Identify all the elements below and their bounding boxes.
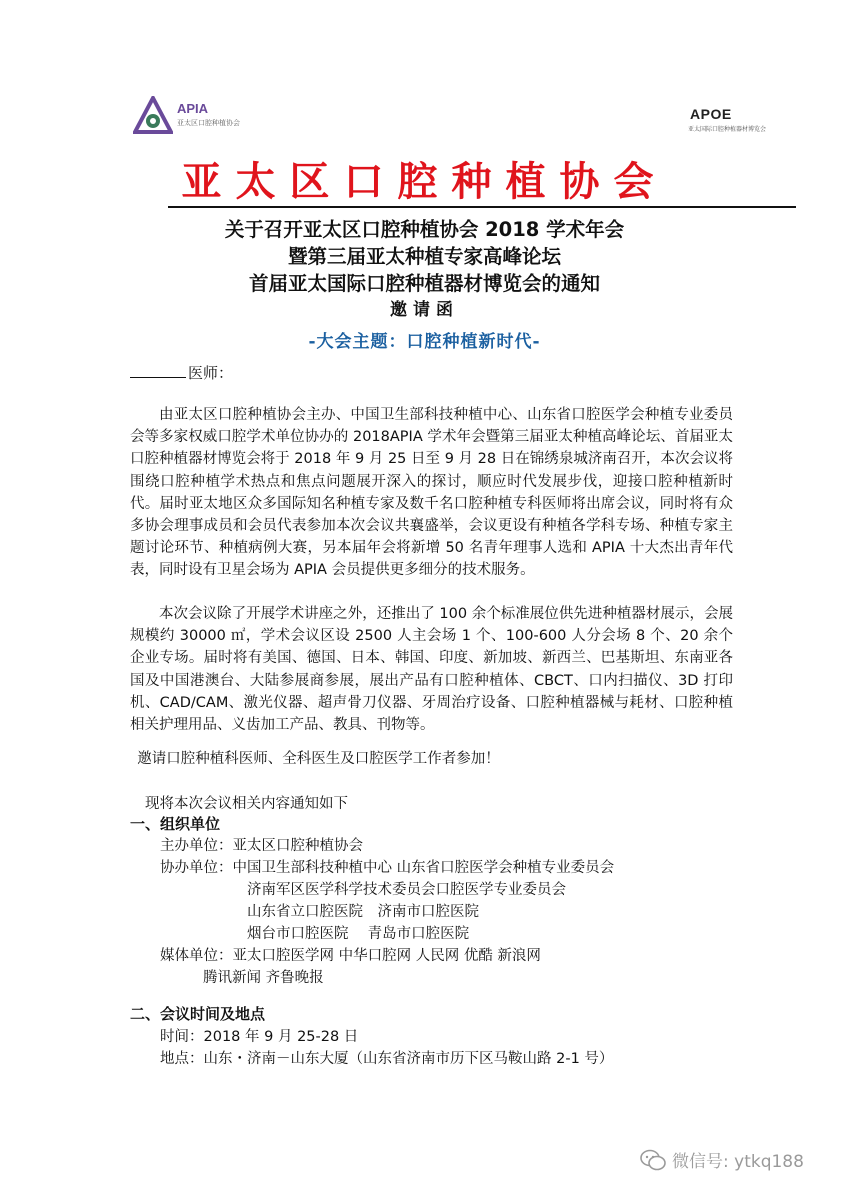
apoe-logo-name: APOE bbox=[690, 106, 732, 122]
host-unit: 主办单位：亚太区口腔种植协会 bbox=[160, 838, 363, 854]
name-blank-line bbox=[130, 365, 186, 378]
wechat-watermark bbox=[640, 1147, 804, 1172]
intro-line: 现将本次会议相关内容通知如下 bbox=[145, 796, 348, 812]
co-organizer-line-1: 协办单位：中国卫生部科技种植中心 山东省口腔医学会种植专业委员会 bbox=[160, 860, 615, 876]
watermark-text: 微信号: ytkq188 bbox=[672, 1152, 804, 1172]
apoe-logo bbox=[688, 104, 768, 144]
apoe-logo-subtitle: 亚太国际口腔种植器材博览会 bbox=[688, 126, 767, 133]
organization-title: 亚太区口腔种植协会 bbox=[181, 159, 668, 205]
media-line-1: 媒体单位：亚太口腔医学网 中华口腔网 人民网 优酷 新浪网 bbox=[160, 948, 541, 964]
apia-logo-subtitle: 亚太区口腔种植协会 bbox=[177, 119, 240, 127]
co-organizer-line-3: 山东省立口腔医院 济南市口腔医院 bbox=[247, 904, 479, 920]
co-organizer-line-2: 济南军区医学科学技术委员会口腔医学专业委员会 bbox=[247, 882, 566, 898]
body-paragraph-3: 邀请口腔种植科医师、全科医生及口腔医学工作者参加！ bbox=[137, 751, 500, 767]
wechat-icon bbox=[640, 1149, 666, 1171]
salutation bbox=[130, 362, 233, 383]
co-organizer-line-4: 烟台市口腔医院 青岛市口腔医院 bbox=[247, 926, 470, 942]
notice-title-line-1: 关于召开亚太区口腔种植协会 2018 学术年会 bbox=[224, 218, 625, 241]
body-paragraph-1: 由亚太区口腔种植协会主办、中国卫生部科技种植中心、山东省口腔医学会种植专业委员会等多家权威口腔学术单位协办的 2018APIA 学术年会暨第三届亚太种植高峰论坛、首届亚太口腔种植器材博览会将于 2018 年 9 月 25 日至 9 月 28 日在锦绣泉城济南召开，本次会议将围绕口腔种植学术热点和焦点问题展开深入的探讨，顺应时代发展步伐，迎接口腔种植新时代。届时亚太地区众多国际知名种植专家及数千名口腔种植专科医师将出席会议，同时将有众多协会理事成员和会员代表参加本次会议共襄盛举，会议更设有种植各学科专场、种植专家主题讨论环节、种植病例大赛，另本届年会将新增 50 名青年理事人选和 APIA 十大杰出青年代表，同时设有卫星会场为 APIA 会员提供更多细分的技术服务。 bbox=[130, 407, 733, 579]
apia-emblem-icon bbox=[133, 96, 173, 136]
apia-logo bbox=[133, 96, 263, 136]
meeting-place: 地点：山东・济南－山东大厦（山东省济南市历下区马鞍山路 2-1 号） bbox=[160, 1051, 614, 1067]
header-divider bbox=[168, 206, 796, 208]
body-paragraph-2: 本次会议除了开展学术讲座之外，还推出了 100 余个标准展位供先进种植器材展示，会展规模约 30000 ㎡，学术会议区设 2500 人主会场 1 个、100-600 人分会场 8 个、20 余个企业专场。届时将有美国、德国、日本、韩国、印度、新加坡、新西兰、巴基斯坦、东南亚各国及中国港澳台、大陆参展商参展，展出产品有口腔种植体、CBCT、口内扫描仪、3D 打印机、CAD/CAM、激光仪器、超声骨刀仪器、牙周治疗设备、口腔种植器械与耗材、口腔种植相关护理用品、义齿加工产品、教具、刊物等。 bbox=[130, 606, 733, 734]
apia-logo-name: APIA bbox=[177, 101, 209, 116]
notice-title-line-3: 首届亚太国际口腔种植器材博览会的通知 bbox=[248, 272, 600, 295]
salutation-text: 医师： bbox=[188, 364, 234, 382]
invitation-heading: 邀请函 bbox=[390, 300, 459, 320]
media-line-2: 腾讯新闻 齐鲁晚报 bbox=[203, 970, 324, 986]
section-2-title: 二、会议时间及地点 bbox=[130, 1005, 266, 1023]
section-1-title: 一、组织单位 bbox=[130, 815, 221, 833]
notice-title-line-2: 暨第三届亚太种植专家高峰论坛 bbox=[287, 245, 561, 268]
conference-theme: -大会主题：口腔种植新时代- bbox=[308, 332, 541, 352]
meeting-time: 时间：2018 年 9 月 25-28 日 bbox=[160, 1029, 359, 1045]
